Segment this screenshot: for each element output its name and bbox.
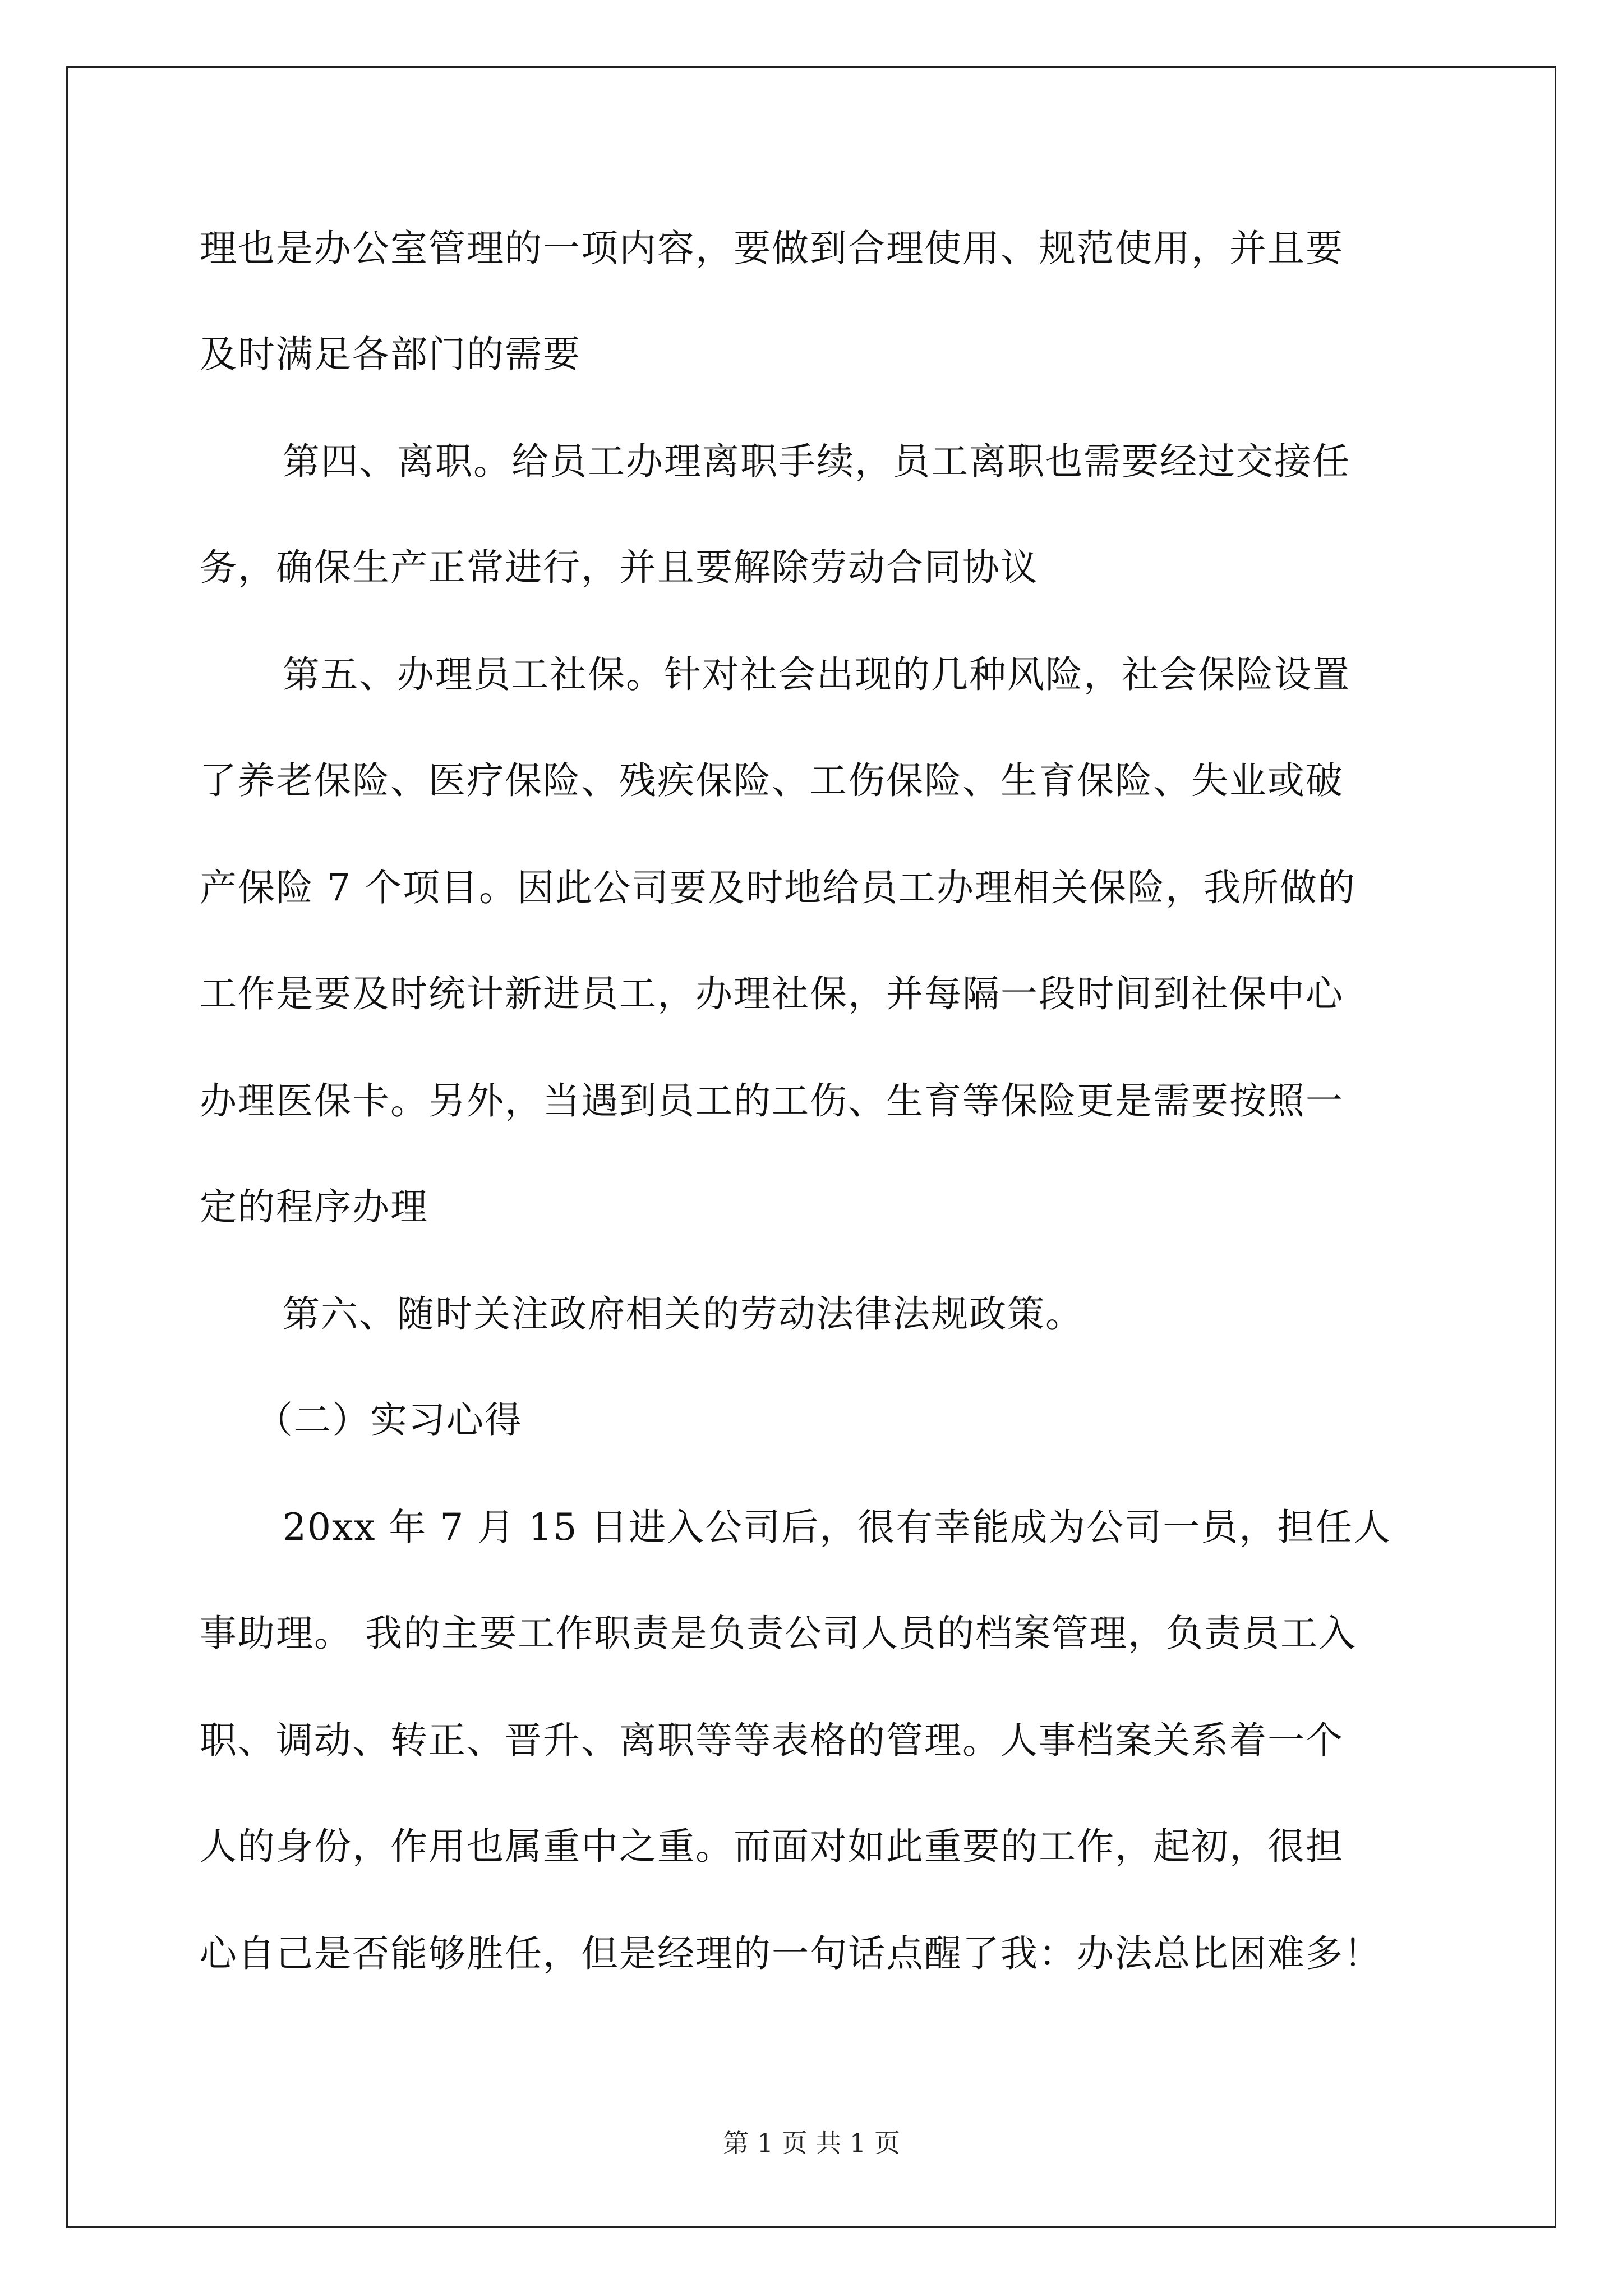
text-line: 工作是要及时统计新进员工，办理社保，并每隔一段时间到社保中心 (200, 972, 1344, 1015)
text-line: 人的身份，作用也属重中之重。而面对如此重要的工作，起初，很担 (200, 1825, 1344, 1868)
text-line: 第六、随时关注政府相关的劳动法律法规政策。 (283, 1292, 1083, 1336)
text-line: 了养老保险、医疗保险、残疾保险、工伤保险、生育保险、失业或破 (200, 759, 1344, 802)
text-line: 心自己是否能够胜任，但是经理的一句话点醒了我：办法总比困难多！ (200, 1932, 1382, 1975)
text-line: 第四、离职。给员工办理离职手续，员工离职也需要经过交接任 (283, 440, 1350, 483)
text-line: 职、调动、转正、晋升、离职等等表格的管理。人事档案关系着一个 (200, 1719, 1344, 1762)
text-line: 办理医保卡。另外，当遇到员工的工伤、生育等保险更是需要按照一 (200, 1079, 1344, 1122)
text-line: 20xx 年 7 月 15 日进入公司后，很有幸能成为公司一员，担任人 (283, 1506, 1392, 1549)
text-line: 产保险 7 个项目。因此公司要及时地给员工办理相关保险，我所做的 (200, 866, 1356, 909)
text-line: 定的程序办理 (200, 1185, 428, 1228)
page-border (66, 66, 1556, 2228)
text-line: 务，确保生产正常进行，并且要解除劳动合同协议 (200, 546, 1039, 589)
text-line: 及时满足各部门的需要 (200, 333, 581, 376)
text-line: 理也是办公室管理的一项内容，要做到合理使用、规范使用，并且要 (200, 227, 1344, 270)
text-line: 第五、办理员工社保。针对社会出现的几种风险，社会保险设置 (283, 653, 1350, 696)
text-line: 事助理。 我的主要工作职责是负责公司人员的档案管理，负责员工入 (200, 1612, 1357, 1655)
section-heading: （二）实习心得 (256, 1398, 523, 1442)
page-footer: 第 1 页 共 1 页 (723, 2128, 900, 2158)
